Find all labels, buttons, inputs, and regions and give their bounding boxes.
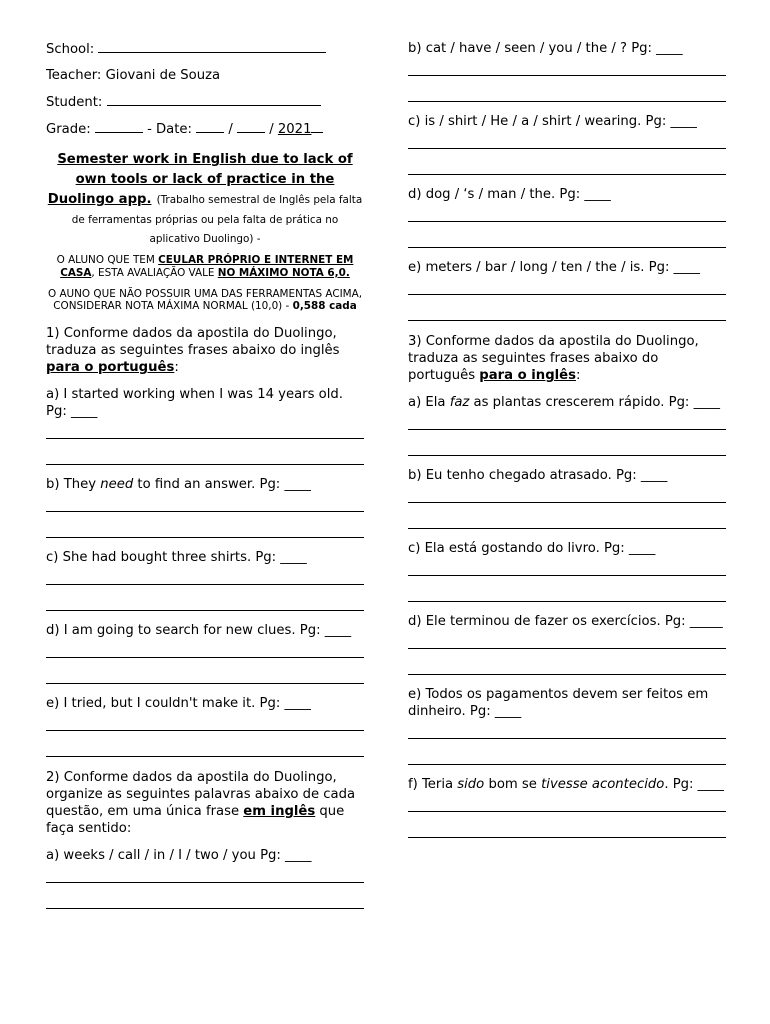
s3-answer-d-line-1[interactable] [408,630,726,649]
s3f-em1: sido [457,777,485,792]
s2-question-a: a) weeks / call / in / I / two / you Pg: ____ [46,848,312,864]
note1-mid: , ESTA AVALIAÇÃO VALE [91,266,218,279]
s3f-pre: f) Teria [408,777,458,792]
section-2-instructions [46,769,364,837]
s3-question-c: c) Ela está gostando do livro. Pg: ____ [408,541,656,556]
section3-text: 3) Conforme dados da apostila do Duolingo, traduza as seguintes frases abaixo do português [408,334,699,383]
s1-question-a: a) I started working when I was 14 years old. Pg: ____ [46,387,343,420]
s3a-post: as plantas crescerem rápido. Pg: ____ [469,395,720,410]
s1b-em: need [100,477,134,493]
grade-label: Grade: [46,122,91,137]
s1-question-d: d) I am going to search for new clues. Pg: ____ [46,623,352,639]
s3-question-d: d) Ele terminou de fazer os exercícios. Pg: _____ [408,614,723,629]
s3a-pre: a) Ela [408,395,450,410]
s1b-pre: b) They [46,477,101,493]
s1-answer-b-line-2[interactable] [46,512,364,538]
date-sep-2: / [269,122,274,137]
s2-answer-c-line-2[interactable] [408,149,726,175]
s1b-post: to find an answer. Pg: ____ [133,477,311,493]
s3-answer-b-line-2[interactable] [408,503,726,529]
section2-text: 2) Conforme dados da apostila do Duolingo, organize as seguintes palavras abaixo de cada questão, em uma única frase [46,770,356,820]
s2-question-b: b) cat / have / seen / you / the / ? Pg: ____ [408,41,683,56]
s3-answer-f-line-2[interactable] [408,812,726,838]
s2-answer-d-line-2[interactable] [408,222,726,248]
school-blank[interactable] [98,40,326,53]
s3-question-a [408,394,726,411]
s2-answer-e-line-1[interactable] [408,276,726,295]
student-blank[interactable] [107,93,321,106]
school-label: School: [46,42,95,57]
s1-answer-b-line-1[interactable] [46,493,364,512]
right-column [408,40,726,838]
s2-answer-d-line-1[interactable] [408,203,726,222]
s1-answer-d-line-1[interactable] [46,639,364,658]
s1-answer-a-line-1[interactable] [46,420,364,439]
teacher-name: Giovani de Souza [105,68,221,83]
s3-answer-e-line-2[interactable] [408,739,726,765]
s2-answer-b-line-2[interactable] [408,76,726,102]
s3-answer-d-line-2[interactable] [408,649,726,675]
note2-text: O AUNO QUE NÃO POSSUIR UMA DAS FERRAMENTAS ACIMA, CONSIDERAR NOTA MÁXIMA NORMAL (10,0) - [47,287,363,313]
school-line [46,40,364,58]
s2-answer-e-line-2[interactable] [408,295,726,321]
s2-answer-c-line-1[interactable] [408,130,726,149]
s3-question-e: e) Todos os pagamentos devem ser feitos em dinheiro. Pg: ____ [408,687,709,719]
s1-answer-a-line-2[interactable] [46,439,364,465]
s1-question-e: e) I tried, but I couldn't make it. Pg: ____ [46,696,311,712]
title-block [46,148,364,246]
s3a-em: faz [449,395,470,410]
section1-bold: para o português [46,360,175,376]
s1-question-c: c) She had bought three shirts. Pg: ____ [46,550,307,566]
s1-answer-c-line-2[interactable] [46,585,364,611]
s2-question-c: c) is / shirt / He / a / shirt / wearing. Pg: ____ [408,114,697,129]
s1-answer-d-line-2[interactable] [46,658,364,684]
section-1-instructions [46,325,364,376]
title-main: Semester work in English due to lack of own tools or lack of practice in the Duolingo app. [47,152,353,207]
section-3-instructions [408,333,726,384]
grade-blank[interactable] [95,120,143,133]
section3-bold: para o inglês [479,368,576,383]
date-day-blank[interactable] [196,120,224,133]
s1-answer-e-line-1[interactable] [46,712,364,731]
section1-end: : [174,360,179,376]
s1-answer-e-line-2[interactable] [46,731,364,757]
s3-answer-c-line-1[interactable] [408,557,726,576]
s3-question-b: b) Eu tenho chegado atrasado. Pg: ____ [408,468,668,483]
s3-question-f [408,776,726,793]
s3-answer-c-line-2[interactable] [408,576,726,602]
s3-answer-b-line-1[interactable] [408,484,726,503]
s3-answer-e-line-1[interactable] [408,720,726,739]
note1-bold2: NO MÁXIMO NOTA 6,0. [217,266,350,279]
s2-answer-b-line-1[interactable] [408,57,726,76]
section3-end: : [575,368,581,383]
teacher-line [46,67,364,84]
student-line [46,93,364,111]
note2-bold: 0,588 cada [292,300,357,313]
s2-question-e: e) meters / bar / long / ten / the / is. Pg: ____ [408,260,700,275]
date-year: 2021 [277,122,312,137]
date-month-blank[interactable] [237,120,265,133]
s2-answer-a-line-1[interactable] [46,864,364,883]
section2-end: que faça sentido: [46,804,345,837]
teacher-label: Teacher: [46,68,102,83]
note1-pre: O ALUNO QUE TEM [56,254,159,266]
section2-bold: em inglês [243,804,316,820]
student-label: Student: [46,95,103,110]
note-own-tools [46,254,364,280]
grade-date-line [46,120,364,138]
s3f-em2: tivesse acontecido [541,777,665,792]
s3-answer-a-line-1[interactable] [408,411,726,430]
s3-answer-f-line-1[interactable] [408,793,726,812]
date-sep-1: / [228,122,233,137]
note1-bold1: CEULAR PRÓPRIO E INTERNET EM CASA [60,254,354,279]
s2-answer-a-line-2[interactable] [46,883,364,909]
left-column [46,40,364,909]
s2-question-d: d) dog / ‘s / man / the. Pg: ____ [408,187,611,202]
s3f-mid: bom se [484,777,542,792]
section1-text: 1) Conforme dados da apostila do Duolingo, traduza as seguintes frases abaixo do inglês [46,326,340,359]
s3-answer-a-line-2[interactable] [408,430,726,456]
title-paren: (Trabalho semestral de Inglês pela falta de ferramentas próprias ou pela falta de prática no aplicativo Duolingo) - [71,194,363,245]
date-label: - Date: [147,122,192,137]
date-year-tail [311,120,323,133]
s1-answer-c-line-1[interactable] [46,566,364,585]
s1-question-b [46,476,364,493]
s3f-post: . Pg: ____ [664,777,725,792]
note-no-tools [46,288,364,314]
